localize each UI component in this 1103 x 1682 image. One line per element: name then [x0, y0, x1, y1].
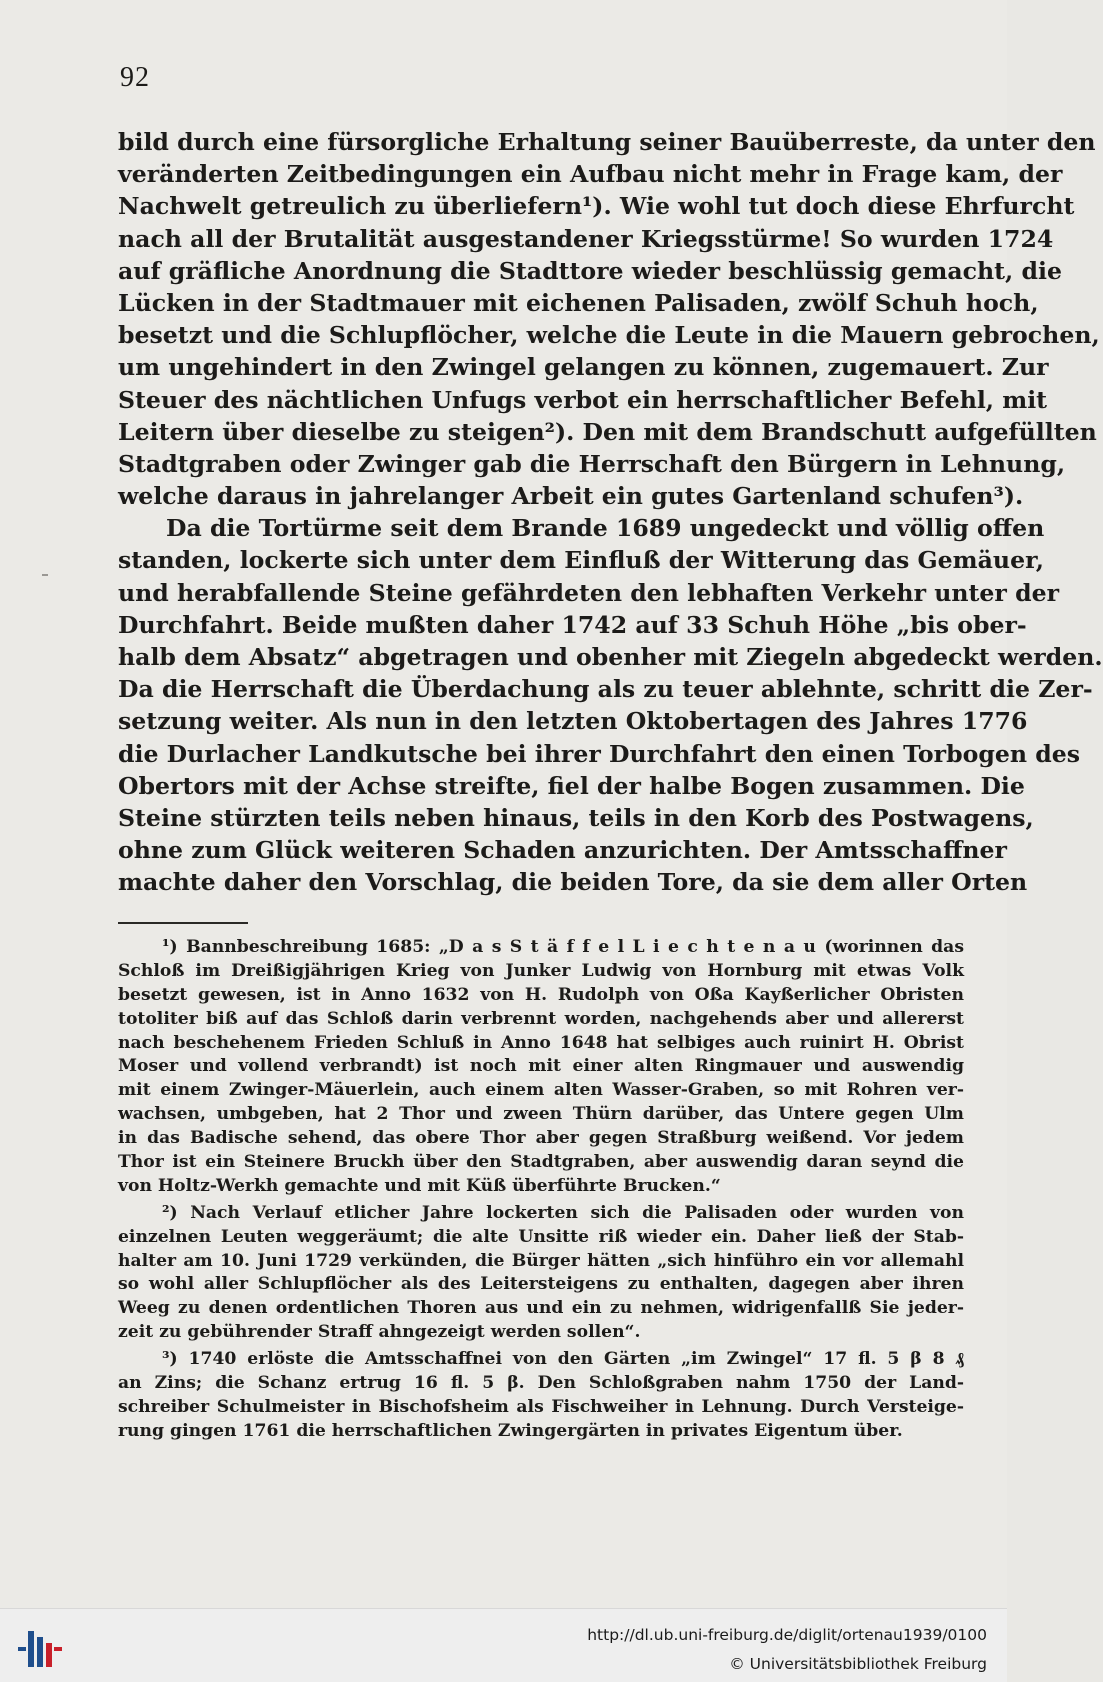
margin-mark: [42, 574, 48, 576]
footnote-line: ³) 1740 erlöste die Amtsschaffnei von den Gärten „im Zwingel“ 17 fl. 5 β 8 ₰: [162, 1349, 964, 1370]
body-text: [118, 126, 1103, 899]
footnote-line: in das Badische sehend, das obere Thor aber gegen Straßburg weißend. Vor jedem: [118, 1128, 964, 1149]
footnote-line: von Holtz-Werkh gemachte und mit Küß überführte Brucken.“: [118, 1175, 721, 1196]
copyright-notice: © Universitätsbibliothek Freiburg: [729, 1655, 987, 1673]
footnote-line: an Zins; die Schanz ertrug 16 fl. 5 β. Den Schloßgraben nahm 1750 der Land-: [118, 1373, 964, 1394]
body-line: Stadtgraben oder Zwinger gab die Herrschaft den Bürgern in Lehnung,: [118, 449, 1066, 478]
body-line: und herabfallende Steine gefährdeten den lebhaften Verkehr unter der: [118, 578, 1060, 607]
footnote-line: einzelnen Leuten weggeräumt; die alte Unsitte riß wieder ein. Daher ließ der Stab-: [118, 1226, 964, 1247]
viewer-footer: [0, 1608, 1007, 1682]
footnote-line: Schloß im Dreißigjährigen Krieg von Junker Ludwig von Hornburg mit etwas Volk: [118, 960, 964, 981]
body-line: nach all der Brutalität ausgestandener Kriegsstürme! So wurden 1724: [118, 224, 1054, 253]
body-line: setzung weiter. Als nun in den letzten Oktobertagen des Jahres 1776: [118, 707, 1028, 736]
body-line: Da die Herrschaft die Überdachung als zu teuer ablehnte, schritt die Zer-: [118, 675, 1093, 704]
footnote-line: ¹) Bannbeschreibung 1685: „D a s S t ä f f e l L i e c h t e n a u (worinnen das: [162, 937, 964, 957]
footnote-line: Moser und vollend verbrandt) ist noch mit einer alten Ringmauer und auswendig: [118, 1056, 964, 1077]
footnotes: [118, 936, 964, 1444]
body-line: besetzt und die Schlupflöcher, welche die Leute in die Mauern gebrochen,: [118, 321, 1100, 350]
footnote-line: besetzt gewesen, ist in Anno 1632 von H. Rudolph von Oßa Kayßerlicher Obristen: [118, 984, 964, 1005]
body-line: welche daraus in jahrelanger Arbeit ein gutes Gartenland schufen³).: [118, 482, 1024, 511]
body-line: Steine stürzten teils neben hinaus, teils in den Korb des Postwagens,: [118, 803, 1034, 832]
body-line: machte daher den Vorschlag, die beiden Tore, da sie dem aller Orten: [118, 868, 1028, 897]
footnote-line: halter am 10. Juni 1729 verkünden, die Bürger hätten „sich hinführo ein vor allemahl: [118, 1250, 964, 1271]
footnote-line: rung gingen 1761 die herrschaftlichen Zwingergärten in privates Eigentum über.: [118, 1420, 903, 1441]
library-logo-icon: [18, 1627, 62, 1671]
footnote-line: Weeg zu denen ordentlichen Thoren aus und ein zu nehmen, widrigenfallß Sie jeder-: [118, 1298, 964, 1319]
body-line: veränderten Zeitbedingungen ein Aufbau nicht mehr in Frage kam, der: [118, 160, 1063, 189]
body-line: standen, lockerte sich unter dem Einfluß der Witterung das Gemäuer,: [118, 546, 1045, 575]
footnote-line: totoliter biß auf das Schloß darin verbrennt worden, nachgehends aber und allererst: [118, 1008, 964, 1029]
footnote-line: nach beschehenem Frieden Schluß in Anno 1648 hat selbiges auch ruinirt H. Obrist: [118, 1032, 964, 1053]
permalink-link[interactable]: http://dl.ub.uni-freiburg.de/diglit/ortenau1939/0100: [587, 1626, 987, 1644]
footnote-line: Thor ist ein Steinere Bruckh über den Stadtgraben, aber auswendig daran seynd die: [118, 1152, 964, 1173]
body-line: bild durch eine fürsorgliche Erhaltung seiner Bauüberreste, da unter den: [118, 128, 1096, 156]
body-line: halb dem Absatz“ abgetragen und obenher mit Ziegeln abgedeckt werden.: [118, 643, 1103, 671]
body-line: Durchfahrt. Beide mußten daher 1742 auf 33 Schuh Höhe „bis ober-: [118, 610, 1027, 639]
body-line: Obertors mit der Achse streifte, fiel der halbe Bogen zusammen. Die: [118, 771, 1025, 800]
footnote-divider: [118, 922, 248, 924]
body-line: auf gräfliche Anordnung die Stadttore wieder beschlüssig gemacht, die: [118, 256, 1062, 285]
page-number: 92: [120, 62, 150, 93]
body-line: ohne zum Glück weiteren Schaden anzurichten. Der Amtsschaffner: [118, 836, 1007, 865]
footnote-line: mit einem Zwinger-Mäuerlein, auch einem alten Wasser-Graben, so mit Rohren ver-: [118, 1080, 964, 1101]
footnote-line: zeit zu gebührender Straff ahngezeigt werden sollen“.: [118, 1322, 641, 1343]
body-line: die Durlacher Landkutsche bei ihrer Durchfahrt den einen Torbogen des: [118, 739, 1080, 768]
footnote-line: ²) Nach Verlauf etlicher Jahre lockerten sich die Palisaden oder wurden von: [162, 1202, 964, 1223]
footnote-line: schreiber Schulmeister in Bischofsheim als Fischweiher in Lehnung. Durch Versteige-: [118, 1396, 964, 1417]
body-line: Leitern über dieselbe zu steigen²). Den mit dem Brandschutt aufgefüllten: [118, 417, 1097, 446]
footnote-line: wachsen, umbgeben, hat 2 Thor und zween Thürn darüber, das Untere gegen Ulm: [118, 1104, 964, 1125]
footnote-line: so wohl aller Schlupflöcher als des Leitersteigens zu enthalten, dagegen aber ihren: [118, 1274, 964, 1295]
body-line: Steuer des nächtlichen Unfugs verbot ein herrschaftlicher Befehl, mit: [118, 385, 1048, 414]
body-line: Lücken in der Stadtmauer mit eichenen Palisaden, zwölf Schuh hoch,: [118, 288, 1039, 317]
body-line: Da die Tortürme seit dem Brande 1689 ungedeckt und völlig offen: [166, 514, 1045, 543]
body-line: Nachwelt getreulich zu überliefern¹). Wie wohl tut doch diese Ehrfurcht: [118, 192, 1075, 221]
body-line: um ungehindert in den Zwingel gelangen zu können, zugemauert. Zur: [118, 353, 1049, 382]
